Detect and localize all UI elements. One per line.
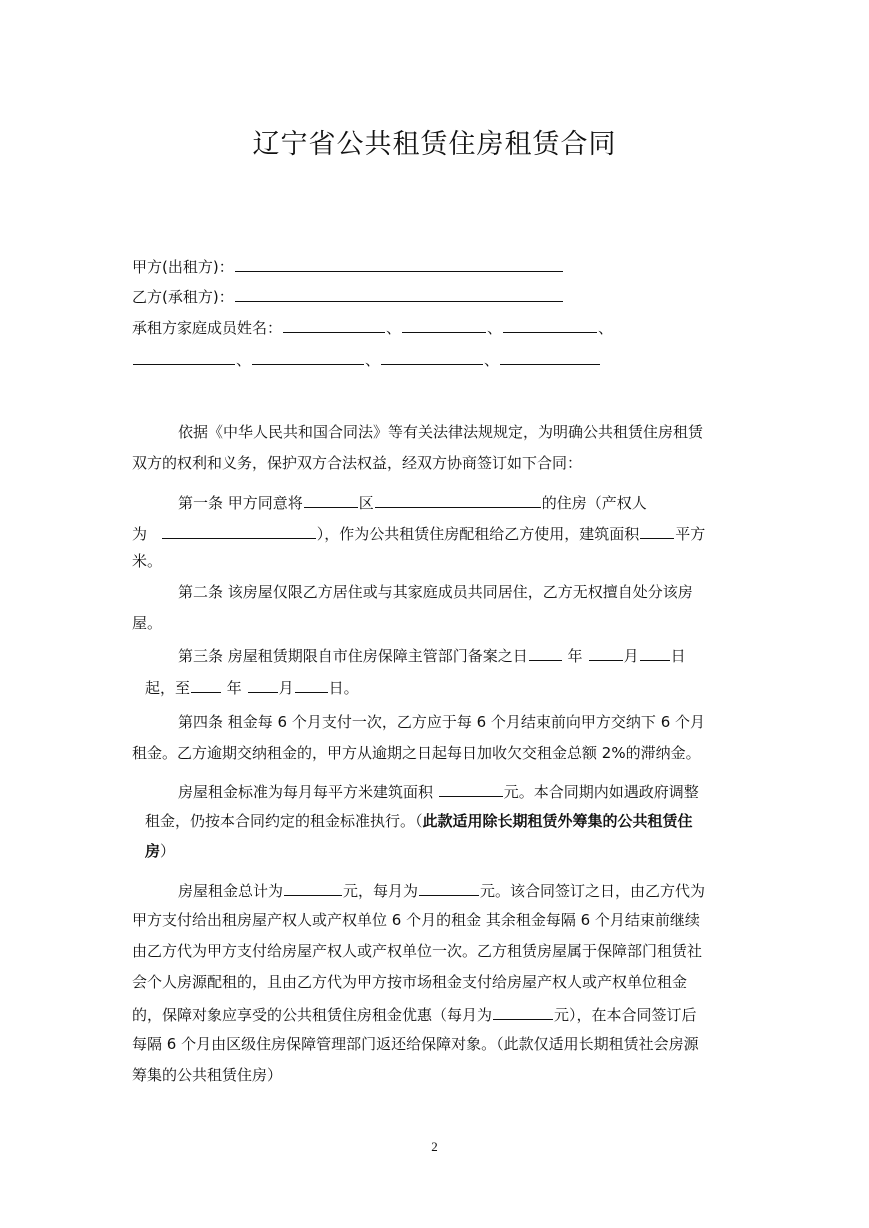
- text: 的，保障对象应享受的公共租赁住房租金优惠（每月为: [132, 1006, 493, 1024]
- article-3-line-2: [145, 675, 359, 697]
- text: 第三条 房屋租赁期限自市住房保障主管部门备案之日: [178, 647, 528, 665]
- text: 年: [562, 647, 583, 665]
- text: ）: [160, 842, 176, 860]
- family-blank[interactable]: [252, 347, 364, 365]
- lessor-label: 甲方(出租方)：: [132, 258, 234, 276]
- lessee-blank[interactable]: [235, 284, 563, 302]
- separator: 、: [386, 319, 402, 337]
- family-label: 承租方家庭成员姓名：: [132, 319, 283, 337]
- article-4-line-2: 租金。乙方逾期交纳租金的，甲方从逾期之日起每日加收欠交租金总额 2%的滞纳金。: [132, 744, 701, 762]
- text: 起，至: [145, 679, 191, 697]
- year-blank[interactable]: [191, 675, 221, 693]
- separator: 、: [484, 351, 500, 369]
- text: 元。该合同签订之日，由乙方代为: [480, 882, 706, 900]
- rent-total-line-4: 会个人房源配租的，且由乙方代为甲方按市场租金支付给房屋产权人或产权单位租金: [132, 973, 688, 991]
- rent-total-line-5: [132, 1002, 697, 1024]
- text: 为: [132, 525, 152, 543]
- text: ），作为公共租赁住房配租给乙方使用，建筑面积: [316, 525, 640, 543]
- article-3-line-1: [178, 643, 686, 665]
- rent-total-line-2: 甲方支付给出租房屋产权人或产权单位 6 个月的租金 其余租金每隔 6 个月结束前继续: [132, 911, 700, 929]
- text: 区: [358, 494, 374, 512]
- month-blank[interactable]: [248, 675, 278, 693]
- family-blank[interactable]: [402, 315, 486, 333]
- text: 元。本合同期内如遇政府调整: [503, 783, 699, 801]
- family-blank[interactable]: [283, 315, 385, 333]
- address-blank[interactable]: [375, 490, 541, 508]
- area-blank[interactable]: [640, 521, 674, 539]
- family-blank[interactable]: [381, 347, 483, 365]
- page-number: 2: [431, 1139, 438, 1154]
- text: 年: [222, 679, 247, 697]
- article-1-line-3: 米。: [132, 552, 163, 570]
- rent-standard-line-3: [145, 840, 175, 862]
- lessee-label: 乙方(承租方)：: [132, 288, 234, 306]
- rent-total-line-7: 筹集的公共租赁住房）: [132, 1066, 283, 1084]
- monthly-rent-blank[interactable]: [419, 878, 479, 896]
- family-blank[interactable]: [133, 347, 235, 365]
- separator: 、: [365, 351, 381, 369]
- lessor-blank[interactable]: [235, 254, 563, 272]
- discount-blank[interactable]: [493, 1002, 553, 1020]
- separator: 、: [487, 319, 503, 337]
- rent-standard-line-2: [145, 810, 693, 832]
- text: 房屋租金总计为: [178, 882, 284, 900]
- rent-total-line-3: 由乙方代为甲方支付给房屋产权人或产权单位一次。乙方租赁房屋属于保障部门租赁社: [132, 942, 703, 960]
- text: 租金，仍按本合同约定的租金标准执行。（: [145, 812, 423, 830]
- rent-rate-blank[interactable]: [439, 779, 503, 797]
- article-4-line-1: 第四条 租金每 6 个月支付一次，乙方应于每 6 个月结束前向甲方交纳下 6 个月: [178, 713, 706, 731]
- separator: 、: [236, 351, 252, 369]
- article-1-line-1: [178, 490, 647, 512]
- year-blank[interactable]: [529, 643, 562, 661]
- intro-line-1: 依据《中华人民共和国合同法》等有关法律法规规定，为明确公共租赁住房租赁: [178, 423, 704, 441]
- text: 平方: [675, 525, 706, 543]
- family-line-2: [132, 347, 601, 369]
- month-blank[interactable]: [589, 643, 623, 661]
- total-rent-blank[interactable]: [284, 878, 342, 896]
- bold-note: 房: [145, 842, 161, 860]
- text: 月: [623, 647, 639, 665]
- text: 日: [670, 647, 686, 665]
- rent-total-line-6: 每隔 6 个月由区级住房保障管理部门返还给保障对象。（此款仅适用长期租赁社会房源: [132, 1035, 699, 1053]
- owner-blank[interactable]: [162, 521, 316, 539]
- text: 月: [278, 679, 294, 697]
- bold-note: 此款适用除长期租赁外筹集的公共租赁住: [422, 812, 693, 830]
- day-blank[interactable]: [295, 675, 328, 693]
- family-blank[interactable]: [500, 347, 600, 365]
- separator: 、: [598, 319, 614, 337]
- day-blank[interactable]: [640, 643, 670, 661]
- rent-standard-line-1: [178, 779, 699, 801]
- intro-line-2: 双方的权利和义务，保护双方合法权益，经双方协商签订如下合同：: [132, 454, 583, 472]
- family-blank[interactable]: [503, 315, 597, 333]
- article-2-line-2: 屋。: [132, 614, 163, 632]
- text: 元），在本合同签订后: [554, 1006, 697, 1024]
- document-title: 辽宁省公共租赁住房租赁合同: [252, 129, 617, 160]
- text: 房屋租金标准为每月每平方米建筑面积: [178, 783, 438, 801]
- article-2-line-1: 第二条 该房屋仅限乙方居住或与其家庭成员共同居住，乙方无权擅自处分该房: [178, 583, 693, 601]
- lessee-line: [132, 284, 564, 306]
- lessor-line: [132, 254, 564, 276]
- text: 元，每月为: [343, 882, 419, 900]
- article-1-line-2: [132, 521, 705, 543]
- family-line-1: [132, 315, 613, 337]
- text: 第一条 甲方同意将: [178, 494, 303, 512]
- rent-total-line-1: [178, 878, 705, 900]
- district-blank[interactable]: [304, 490, 358, 508]
- text: 日。: [328, 679, 359, 697]
- text: 的住房（产权人: [541, 494, 647, 512]
